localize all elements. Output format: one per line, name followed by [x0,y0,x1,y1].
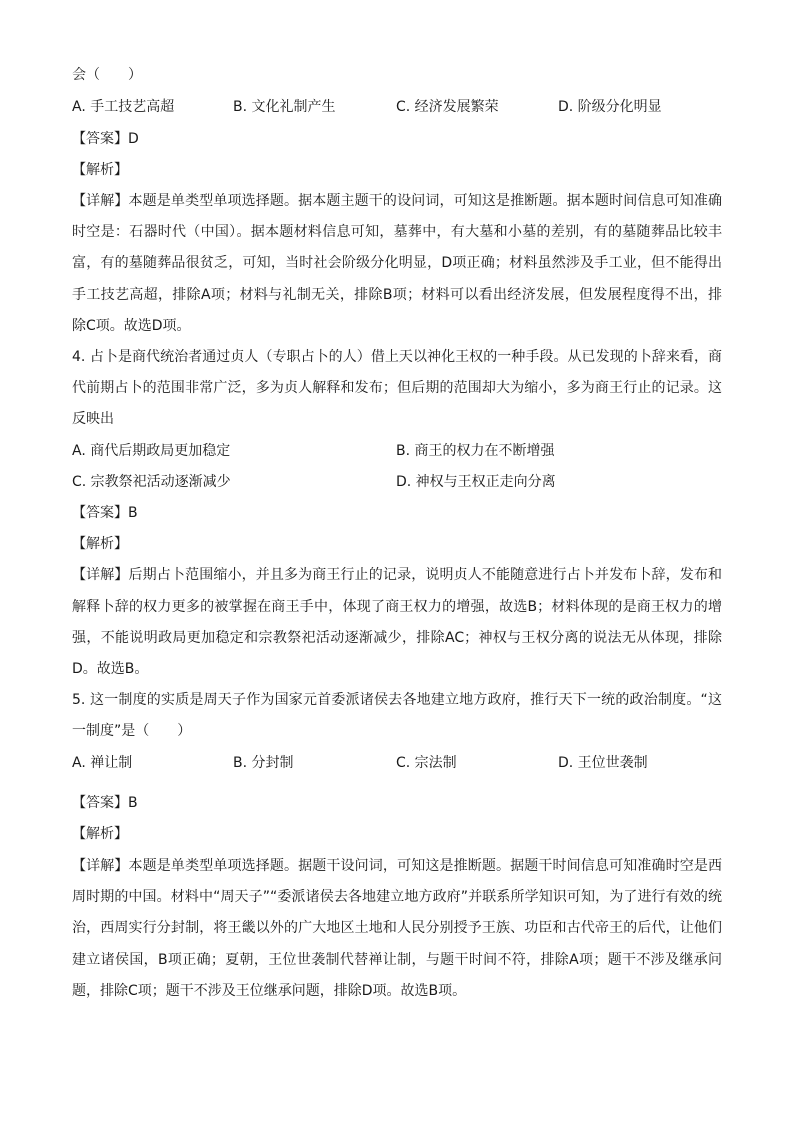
q5-detail-line: 题，排除C项；题干不涉及王位继承问题，排除D项。故选B项。 [72,983,467,999]
q4-answer: 【答案】B [72,505,138,521]
q5-option-a: A. 禅让制 [72,755,133,771]
q4-stem-line: 4. 占卜是商代统治者通过贞人（专职占卜的人）借上天以神化王权的一种手段。从已发现的卜辞来看，商 [72,349,722,365]
q4-option-a: A. 商代后期政局更加稳定 [72,443,231,459]
q3-option-b: B. 文化礼制产生 [233,99,336,115]
q3-analysis-label: 【解析】 [72,162,128,178]
q5-answer: 【答案】B [72,795,138,811]
q3-detail-line: 手工技艺高超，排除A项；材料与礼制无关，排除B项；材料可以看出经济发展，但发展程度得不出，排 [72,287,722,303]
q3-stem-tail: 会（ ） [72,67,142,83]
q5-option-c: C. 宗法制 [396,755,457,771]
q5-detail-line: 建立诸侯国，B项正确；夏朝，王位世袭制代替禅让制，与题干时间不符，排除A项；题干不涉及继承问 [72,952,722,968]
q4-option-d: D. 神权与王权正走向分离 [396,474,556,490]
q4-stem-line: 反映出 [72,411,114,427]
q4-analysis-label: 【解析】 [72,536,128,552]
q4-detail-line: D。故选B。 [72,661,149,677]
q5-analysis-label: 【解析】 [72,826,128,842]
q4-option-b: B. 商王的权力在不断增强 [396,443,555,459]
q3-option-a: A. 手工技艺高超 [72,99,175,115]
q4-detail-line: 解释卜辞的权力更多的被掌握在商王手中，体现了商王权力的增强，故选B；材料体现的是商王权力的增 [72,599,722,615]
q4-option-c: C. 宗教祭祀活动逐渐减少 [72,474,231,490]
q3-detail-line: 除C项。故选D项。 [72,318,191,334]
q3-option-d: D. 阶级分化明显 [558,99,662,115]
q5-option-b: B. 分封制 [233,755,294,771]
q3-detail-line: 【详解】本题是单类型单项选择题。据本题主题干的设问词，可知这是推断题。据本题时间信息可知准确 [72,193,722,209]
q5-option-d: D. 王位世袭制 [558,755,648,771]
q5-stem-line: 一制度”是（ ） [72,723,192,739]
q3-detail-line: 时空是：石器时代（中国）。据本题材料信息可知，墓葬中，有大墓和小墓的差别，有的墓随葬品比较丰 [72,224,722,240]
q3-option-c: C. 经济发展繁荣 [396,99,499,115]
q5-detail-line: 【详解】本题是单类型单项选择题。据题干设问词，可知这是推断题。据题干时间信息可知准确时空是西 [72,858,722,874]
q5-detail-line: 治，西周实行分封制，将王畿以外的广大地区土地和人民分别授予王族、功臣和古代帝王的后代，让他们 [72,920,722,936]
q5-stem-line: 5. 这一制度的实质是周天子作为国家元首委派诸侯去各地建立地方政府，推行天下一统的政治制度。“这 [72,692,722,708]
q5-detail-line: 周时期的中国。材料中“周天子”“委派诸侯去各地建立地方政府”并联系所学知识可知，为了进行有效的统 [72,889,722,905]
q3-answer: 【答案】D [72,131,139,147]
q3-detail-line: 富，有的墓随葬品很贫乏，可知，当时社会阶级分化明显，D项正确；材料虽然涉及手工业，但不能得出 [72,255,722,271]
q4-detail-line: 【详解】后期占卜范围缩小，并且多为商王行止的记录，说明贞人不能随意进行占卜并发布卜辞，发布和 [72,567,722,583]
q4-detail-line: 强，不能说明政局更加稳定和宗教祭祀活动逐渐减少，排除AC；神权与王权分离的说法无从体现，排除 [72,630,722,646]
q4-stem-line: 代前期占卜的范围非常广泛，多为贞人解释和发布；但后期的范围却大为缩小，多为商王行止的记录。这 [72,380,722,396]
